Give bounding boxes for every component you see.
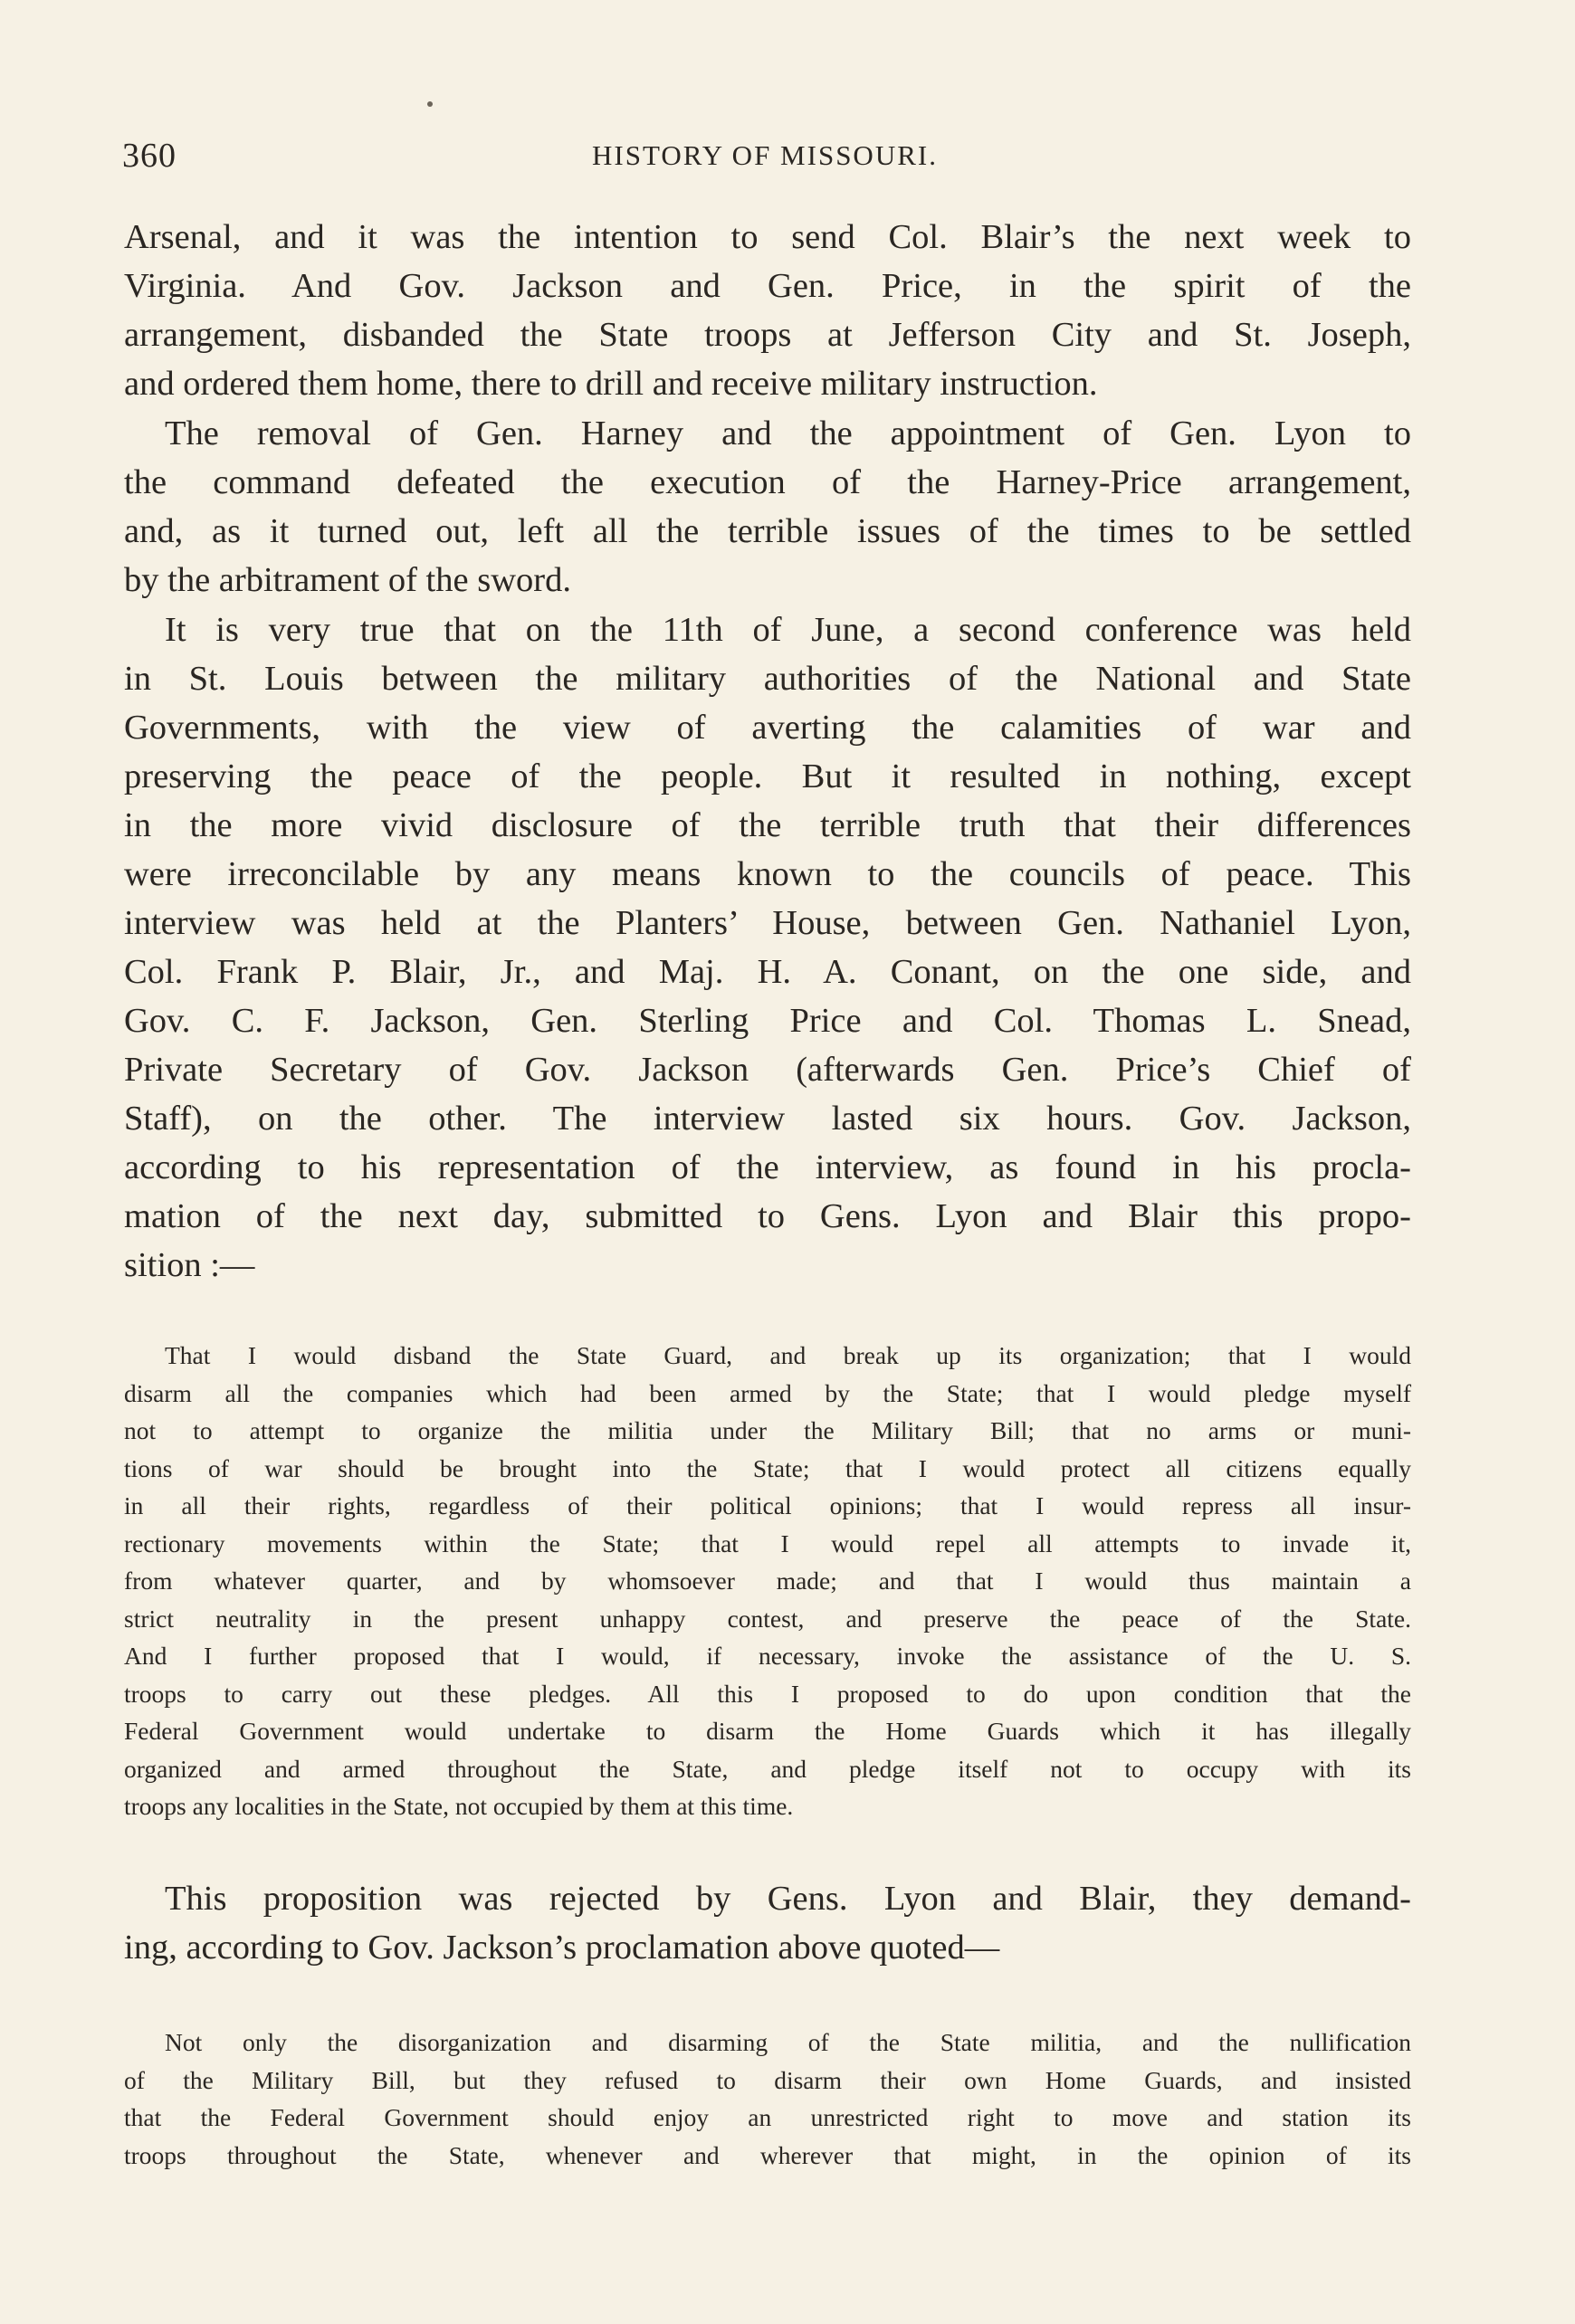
text-line: according to his representation of the interview, as found in his procla-: [124, 1148, 1411, 1186]
running-title: HISTORY OF MISSOURI.: [592, 139, 938, 171]
paragraph-4: [124, 1874, 1411, 1972]
text-line: Private Secretary of Gov. Jackson (afterwards Gen. Price’s Chief of: [124, 1051, 1411, 1089]
text-line: in St. Louis between the military authorities of the National and State: [124, 660, 1411, 698]
quote-line: not to attempt to organize the militia under the Military Bill; that no arms or muni-: [124, 1416, 1411, 1444]
text-line: Virginia. And Gov. Jackson and Gen. Price, in the spirit of the: [124, 267, 1411, 305]
quote-line: troops throughout the State, whenever and wherever that might, in the opinion of its: [124, 2140, 1411, 2169]
quote-line: troops any localities in the State, not occupied by them at this time.: [124, 1792, 794, 1820]
running-head: [122, 136, 1408, 190]
text-line: Staff), on the other. The interview lasted six hours. Gov. Jackson,: [124, 1100, 1411, 1138]
quote-line: organized and armed throughout the State, and pledge itself not to occupy with its: [124, 1754, 1411, 1783]
text-line: Arsenal, and it was the intention to send Col. Blair’s the next week to: [124, 218, 1411, 256]
text-line: the command defeated the execution of the Harney-Price arrangement,: [124, 463, 1411, 501]
text-line: Governments, with the view of averting the calamities of war and: [124, 709, 1411, 747]
text-line: arrangement, disbanded the State troops at Jefferson City and St. Joseph,: [124, 316, 1411, 354]
text-line: Gov. C. F. Jackson, Gen. Sterling Price and Col. Thomas L. Snead,: [124, 1002, 1411, 1040]
text-line: sition :—: [124, 1246, 255, 1284]
text-line: and ordered them home, there to drill and receive military instruction.: [124, 365, 1098, 403]
text-line: Col. Frank P. Blair, Jr., and Maj. H. A. Conant, on the one side, and: [124, 953, 1411, 991]
quote-line: disarm all the companies which had been armed by the State; that I would pledge myself: [124, 1378, 1411, 1407]
quote-line: that the Federal Government should enjoy an unrestricted right to move and station its: [124, 2103, 1411, 2131]
text-line: were irreconcilable by any means known to the councils of peace. This: [124, 855, 1411, 893]
block-quote-2: [124, 2024, 1411, 2174]
block-quote-1: [124, 1337, 1411, 1825]
quote-line: from whatever quarter, and by whomsoever made; and that I would thus maintain a: [124, 1567, 1411, 1595]
page-number: 360: [122, 137, 177, 175]
text-line: ing, according to Gov. Jackson’s proclamation above quoted—: [124, 1929, 1000, 1967]
quote-line: Federal Government would undertake to disarm the Home Guards which it has illegally: [124, 1717, 1411, 1745]
quote-line: strict neutrality in the present unhappy contest, and preserve the peace of the State.: [124, 1604, 1411, 1633]
paragraph-3: [124, 605, 1411, 1290]
quote-line: tions of war should be brought into the State; that I would protect all citizens equally: [124, 1453, 1411, 1482]
paragraph-1: [124, 213, 1411, 408]
quote-line: That I would disband the State Guard, and break up its organization; that I would: [165, 1341, 1411, 1369]
quote-line: Not only the disorganization and disarming of the State militia, and the nullification: [165, 2028, 1411, 2056]
paragraph-2: [124, 409, 1411, 605]
text-line: preserving the peace of the people. But it resulted in nothing, except: [124, 757, 1411, 795]
text-line: interview was held at the Planters’ House, between Gen. Nathaniel Lyon,: [124, 904, 1411, 942]
text-line: It is very true that on the 11th of June, a second conference was held: [165, 611, 1411, 649]
quote-line: And I further proposed that I would, if necessary, invoke the assistance of the U. S.: [124, 1642, 1411, 1670]
quote-line: troops to carry out these pledges. All this I proposed to do upon condition that the: [124, 1679, 1411, 1708]
quote-line: in all their rights, regardless of their political opinions; that I would repress all insur-: [124, 1491, 1411, 1519]
text-line: The removal of Gen. Harney and the appointment of Gen. Lyon to: [165, 414, 1411, 452]
ink-speck: [427, 101, 433, 107]
text-line: mation of the next day, submitted to Gens. Lyon and Blair this propo-: [124, 1197, 1411, 1235]
text-line: and, as it turned out, left all the terrible issues of the times to be settled: [124, 512, 1411, 550]
text-line: in the more vivid disclosure of the terrible truth that their differences: [124, 806, 1411, 844]
text-line: This proposition was rejected by Gens. Lyon and Blair, they demand-: [165, 1880, 1411, 1918]
text-line: by the arbitrament of the sword.: [124, 561, 571, 599]
quote-line: rectionary movements within the State; that I would repel all attempts to invade it,: [124, 1529, 1411, 1557]
quote-line: of the Military Bill, but they refused to disarm their own Home Guards, and insisted: [124, 2065, 1411, 2094]
